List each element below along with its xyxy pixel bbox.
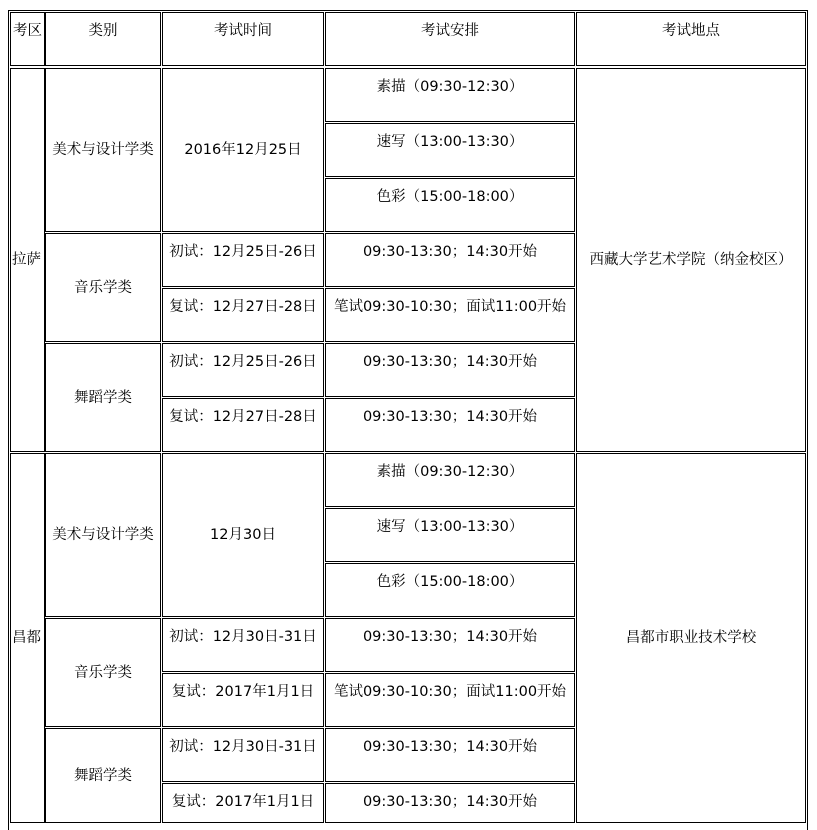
lhasa-dance-prelim-schedule: 09:30-13:30；14:30开始 <box>325 343 575 397</box>
header-region: 考区 <box>10 12 45 66</box>
lhasa-location: 西藏大学艺术学院（纳金校区） <box>576 68 806 452</box>
changdu-music-prelim-time: 初试：12月30日-31日 <box>162 618 324 672</box>
lhasa-music-category: 音乐学类 <box>45 233 161 342</box>
changdu-dance-prelim-schedule: 09:30-13:30；14:30开始 <box>325 728 575 782</box>
lhasa-dance-retest-time: 复试：12月27日-28日 <box>162 398 324 452</box>
lhasa-dance-retest-schedule: 09:30-13:30；14:30开始 <box>325 398 575 452</box>
changdu-dance-category: 舞蹈学类 <box>45 728 161 823</box>
lhasa-art-category: 美术与设计学类 <box>45 68 161 232</box>
changdu-music-category: 音乐学类 <box>45 618 161 727</box>
changdu-music-retest-time: 复试：2017年1月1日 <box>162 673 324 727</box>
lhasa-art-date: 2016年12月25日 <box>162 68 324 232</box>
changdu-location: 昌都市职业技术学校 <box>576 453 806 823</box>
header-time: 考试时间 <box>162 12 324 66</box>
lhasa-music-prelim-schedule: 09:30-13:30；14:30开始 <box>325 233 575 287</box>
changdu-art-date: 12月30日 <box>162 453 324 617</box>
changdu-art-session-quick-sketch: 速写（13:00-13:30） <box>325 508 575 562</box>
lhasa-music-prelim-time: 初试：12月25日-26日 <box>162 233 324 287</box>
lhasa-art-session-color: 色彩（15:00-18:00） <box>325 178 575 232</box>
changdu-music-retest-schedule: 笔试09:30-10:30；面试11:00开始 <box>325 673 575 727</box>
lhasa-dance-prelim-time: 初试：12月25日-26日 <box>162 343 324 397</box>
changdu-music-prelim-schedule: 09:30-13:30；14:30开始 <box>325 618 575 672</box>
region-lhasa: 拉萨 <box>10 68 45 452</box>
lhasa-art-session-sketch: 素描（09:30-12:30） <box>325 68 575 122</box>
region-changdu: 昌都 <box>10 453 45 823</box>
lhasa-dance-category: 舞蹈学类 <box>45 343 161 452</box>
changdu-art-category: 美术与设计学类 <box>45 453 161 617</box>
header-schedule: 考试安排 <box>325 12 575 66</box>
header-location: 考试地点 <box>576 12 806 66</box>
changdu-dance-retest-schedule: 09:30-13:30；14:30开始 <box>325 783 575 823</box>
lhasa-music-retest-time: 复试：12月27日-28日 <box>162 288 324 342</box>
lhasa-music-retest-schedule: 笔试09:30-10:30；面试11:00开始 <box>325 288 575 342</box>
changdu-art-session-sketch: 素描（09:30-12:30） <box>325 453 575 507</box>
changdu-art-session-color: 色彩（15:00-18:00） <box>325 563 575 617</box>
lhasa-art-session-quick-sketch: 速写（13:00-13:30） <box>325 123 575 177</box>
changdu-dance-prelim-time: 初试：12月30日-31日 <box>162 728 324 782</box>
changdu-dance-retest-time: 复试：2017年1月1日 <box>162 783 324 823</box>
header-category: 类别 <box>45 12 161 66</box>
